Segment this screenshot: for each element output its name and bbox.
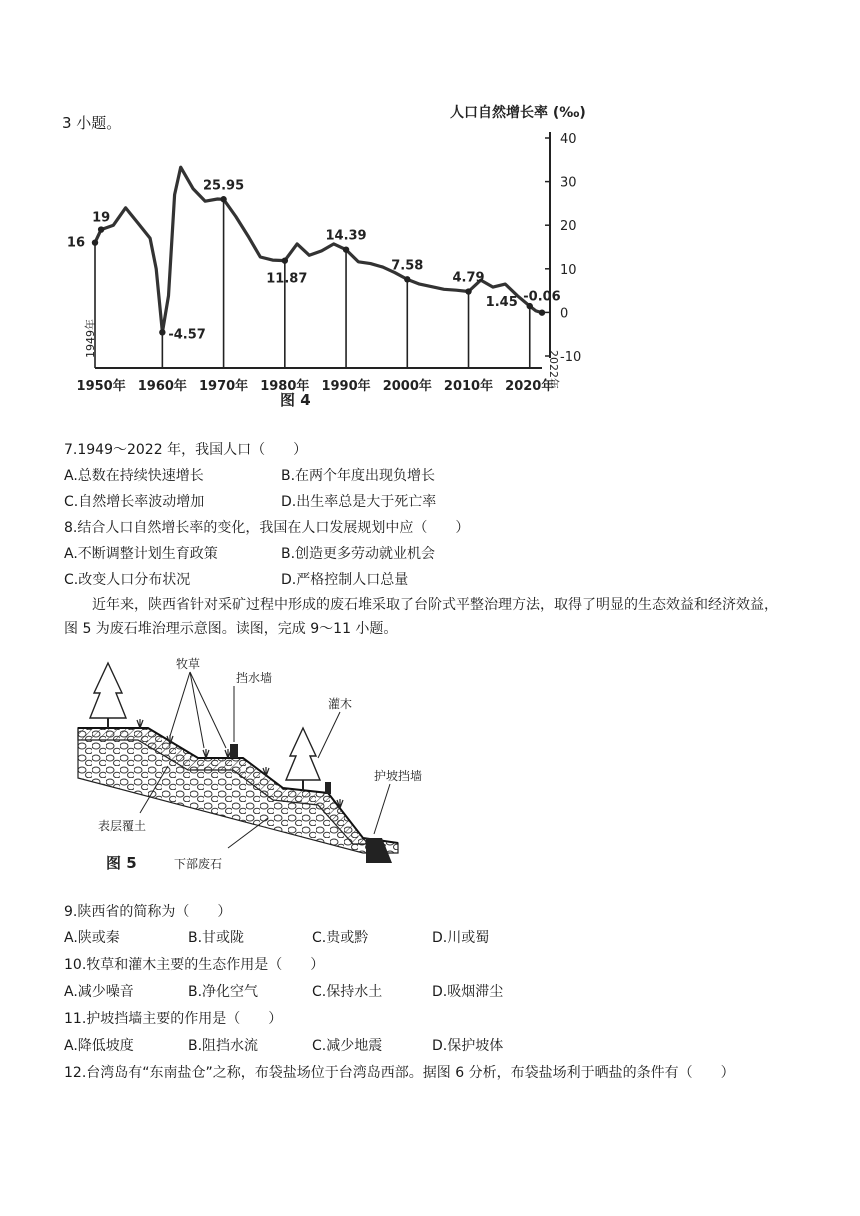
lower-post [325,782,331,794]
grass-pointer-lines [170,672,226,748]
q11-option-b[interactable]: B.阻挡水流 [188,1038,259,1054]
fig5-caption: 图 5 [106,854,137,872]
fig4-end-year-label: 2022年 [547,350,560,389]
fig4-data-point [98,226,104,232]
q9-option-d[interactable]: D.川或蜀 [432,930,490,946]
fig4-data-label: 7.58 [391,258,424,274]
fig4-y-tick-label: 40 [560,132,577,147]
q9-option-b[interactable]: B.甘或陇 [188,930,245,946]
fig4-x-tick-label: 1960年 [137,379,187,394]
intro-paragraph: 近年来，陕西省针对采矿过程中形成的废石堆采取了台阶式平整治理方法，取得了明显的生态效益和经济效益，图 5 为废石堆治理示意图。读图，完成 9～11 小题。 [64,597,778,637]
fig4-y-tick-label: 30 [560,175,577,191]
fig4-data-label: 25.95 [203,178,245,194]
q10-option-b[interactable]: B.净化空气 [188,984,259,1000]
label-slope-wall: 护坡挡墙 [374,769,423,783]
q8-option-c[interactable]: C.改变人口分布状况 [64,572,191,588]
q9-stem: 9.陕西省的简称为（ ） [64,904,232,920]
fig4-data-point [282,257,288,263]
fig4-y-tick-label: 20 [560,219,577,235]
q10-option-a[interactable]: A.减少噪音 [64,984,134,1000]
tree-left [90,663,126,728]
q7-option-c[interactable]: C.自然增长率波动增加 [64,494,205,510]
label-grass: 牧草 [176,657,201,671]
fig4-data-label: 4.79 [452,270,485,286]
q11-option-c[interactable]: C.减少地震 [312,1038,383,1054]
fig4-data-point [539,309,545,315]
fig4-x-tick-label: 2000年 [382,379,432,394]
fig4-data-point [92,239,98,245]
fig4-data-point [343,246,349,252]
fig4-series-line [95,167,542,332]
fig4-x-tick-label: 1980年 [260,379,310,394]
fig4-y-tick-label: -10 [560,350,582,365]
fig4-y-tick-label: 10 [560,262,577,278]
q11-option-a[interactable]: A.降低坡度 [64,1038,134,1054]
q8-option-b[interactable]: B.创造更多劳动就业机会 [281,546,436,562]
fig4-data-label: -0.06 [523,289,561,305]
water-retaining-wall [230,744,238,758]
q9-option-a[interactable]: A.陕或秦 [64,930,120,946]
q12-stem: 12.台湾岛有“东南盐仓”之称，布袋盐场位于台湾岛西部。据图 6 分析，布袋盐场利于晒盐的条件有（ ） [64,1065,735,1081]
fig4-x-tick-label: 2010年 [443,379,494,394]
q7-option-a[interactable]: A.总数在持续快速增长 [64,468,204,484]
fig4-data-point [159,329,165,335]
q11-stem: 11.护坡挡墙主要的作用是（ ） [64,1011,283,1027]
fig4-data-point [465,288,471,294]
fig4-data-label: 11.87 [266,271,308,287]
fig4-x-tick-label: 2020年 [505,379,555,394]
fig4-data-label: 16 [66,235,85,251]
q11-option-d[interactable]: D.保护坡体 [432,1038,504,1054]
label-topsoil: 表层覆土 [98,819,147,833]
fig4-data-point [220,196,226,202]
figure-4-chart [66,100,600,410]
q7-stem: 7.1949～2022 年，我国人口（ ） [64,442,308,458]
q7-option-b[interactable]: B.在两个年度出现负增长 [281,468,436,484]
top-fragment-text: 3 小题。 [62,114,122,132]
label-water-wall: 挡水墙 [236,671,273,685]
figure-5-diagram [78,658,428,878]
fig4-data-point [404,276,410,282]
label-shrub: 灌木 [328,697,353,711]
fig4-data-label: 1.45 [485,295,518,311]
fig4-x-tick-label: 1950年 [76,379,126,394]
fig4-start-year-label: 1949年 [84,319,97,358]
fig4-y-title: 人口自然增长率 (‰) [450,105,586,121]
q8-option-d[interactable]: D.严格控制人口总量 [281,572,409,588]
q9-option-c[interactable]: C.贵或黔 [312,930,369,946]
fig4-data-label: 19 [92,210,111,226]
fig4-caption: 图 4 [280,391,311,409]
shrub-tree [286,728,320,791]
q8-stem: 8.结合人口自然增长率的变化，我国在人口发展规划中应（ ） [64,520,470,536]
fig4-y-tick-label: 0 [560,306,569,322]
q7-option-d[interactable]: D.出生率总是大于死亡率 [281,494,437,510]
fig4-data-label: 14.39 [325,228,367,244]
fig4-x-tick-label: 1990年 [321,379,371,394]
q8-option-a[interactable]: A.不断调整计划生育政策 [64,546,218,562]
fig4-x-tick-label: 1970年 [198,379,249,394]
q10-option-d[interactable]: D.吸烟滞尘 [432,984,504,1000]
q10-stem: 10.牧草和灌木主要的生态作用是（ ） [64,957,325,973]
q10-option-c[interactable]: C.保持水土 [312,984,383,1000]
fig4-data-label: -4.57 [168,327,206,343]
label-rock: 下部废石 [174,857,223,871]
